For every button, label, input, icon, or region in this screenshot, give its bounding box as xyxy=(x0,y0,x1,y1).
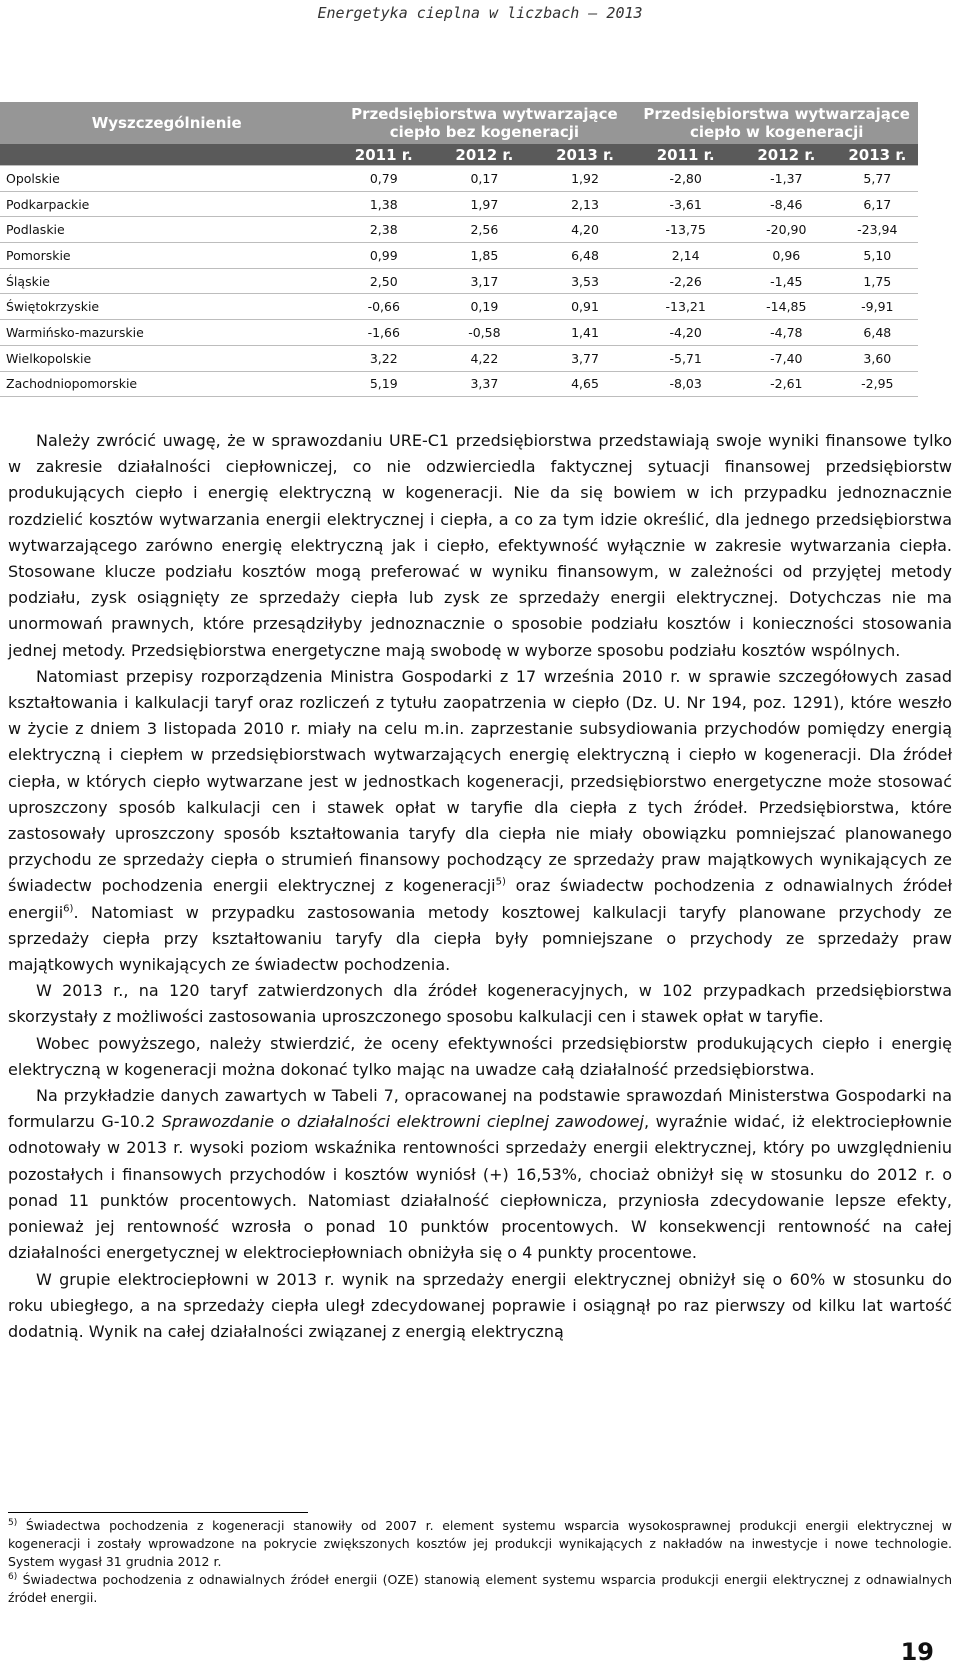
table-cell: -8,46 xyxy=(736,191,837,217)
group1-line2: ciepło bez kogeneracji xyxy=(389,123,580,141)
table-cell: 1,41 xyxy=(535,320,636,346)
footnote-ref: 6) xyxy=(63,903,74,915)
table-cell: 6,48 xyxy=(837,320,918,346)
table-row xyxy=(0,243,918,269)
year-header-blank xyxy=(0,144,333,166)
footnote-text: Świadectwa pochodzenia z odnawialnych źródeł energii (OZE) stanowią element systemu wsparcia produkcji energii elektrycznej z odnawialnych źródeł energii. xyxy=(8,1572,952,1605)
footnote-5 xyxy=(8,1517,952,1571)
group-header-cogeneration xyxy=(635,102,918,144)
paragraph: W grupie elektrociepłowni w 2013 r. wynik na sprzedaży energii elektrycznej obniżył się o 60% w stosunku do roku ubiegłego, a na sprzedaży ciepła uległ zdecydowanej poprawie i osiągnął po raz pierwszy od kilku lat wartość dodatnią. Wynik na całej działalności związanej z energią elektryczną xyxy=(8,1269,952,1341)
table-cell: 4,65 xyxy=(535,371,636,397)
footnote-ref: 5) xyxy=(495,877,506,889)
region-name: Opolskie xyxy=(0,166,333,192)
table-cell: 6,48 xyxy=(535,243,636,269)
table-row xyxy=(0,217,918,243)
table-cell: -4,20 xyxy=(635,320,736,346)
table-cell: 3,53 xyxy=(535,268,636,294)
region-name: Warmińsko-mazurskie xyxy=(0,320,333,346)
table-cell: -13,75 xyxy=(635,217,736,243)
paragraph xyxy=(8,664,952,978)
table-cell: -14,85 xyxy=(736,294,837,320)
table-cell: 1,97 xyxy=(434,191,535,217)
table-cell: 0,99 xyxy=(333,243,434,269)
paragraph-part: . Natomiast w przypadku zastosowania metody kosztowej kalkulacji taryfy planowane przychody ze sprzedaży ciepła przy kształtowaniu taryfy dla ciepła były pomniejszane o przychody ze sprzedaży praw majątkowych wynikających ze świadectw pochodzenia. xyxy=(8,902,952,975)
table-row xyxy=(0,371,918,397)
table-cell: 2,14 xyxy=(635,243,736,269)
table-cell: 3,17 xyxy=(434,268,535,294)
table-cell: -2,80 xyxy=(635,166,736,192)
table-cell: -1,66 xyxy=(333,320,434,346)
year-header: 2011 r. xyxy=(635,144,736,166)
running-header: Energetyka cieplna w liczbach – 2013 xyxy=(317,4,643,22)
paragraph-part: Na przykładzie danych zawartych w Tabeli 7, opracowanej na podstawie sprawozdań Ministerstwa Gospodarki na formularzu G-10.2 xyxy=(8,1086,952,1132)
paragraph-part: oraz świadectw pochodzenia z odnawialnych źródeł energii xyxy=(8,876,953,922)
paragraph xyxy=(8,1083,952,1266)
table-cell: 5,10 xyxy=(837,243,918,269)
table-cell: 1,92 xyxy=(535,166,636,192)
table-cell: -1,37 xyxy=(736,166,837,192)
profitability-table xyxy=(0,102,918,397)
region-name: Świętokrzyskie xyxy=(0,294,333,320)
table-cell: -9,91 xyxy=(837,294,918,320)
table-cell: 5,77 xyxy=(837,166,918,192)
table-cell: 0,79 xyxy=(333,166,434,192)
region-name: Zachodniopomorskie xyxy=(0,371,333,397)
table-row xyxy=(0,345,918,371)
year-header: 2013 r. xyxy=(837,144,918,166)
group1-line1: Przedsiębiorstwa wytwarzające xyxy=(351,105,618,123)
table-cell: -4,78 xyxy=(736,320,837,346)
table-cell: 1,85 xyxy=(434,243,535,269)
table-cell: -2,61 xyxy=(736,371,837,397)
region-name: Podlaskie xyxy=(0,217,333,243)
table-cell: -2,95 xyxy=(837,371,918,397)
table-cell: 0,96 xyxy=(736,243,837,269)
region-name: Śląskie xyxy=(0,268,333,294)
body-text xyxy=(8,428,952,1345)
table-row xyxy=(0,320,918,346)
table-cell: 2,13 xyxy=(535,191,636,217)
year-header: 2012 r. xyxy=(434,144,535,166)
table-cell: 3,77 xyxy=(535,345,636,371)
table-cell: -0,66 xyxy=(333,294,434,320)
year-header: 2012 r. xyxy=(736,144,837,166)
table-cell: 3,37 xyxy=(434,371,535,397)
form-title-italic: Sprawozdanie o działalności elektrowni cieplnej zawodowej xyxy=(161,1112,644,1132)
table-cell: 4,22 xyxy=(434,345,535,371)
group2-line1: Przedsiębiorstwa wytwarzające xyxy=(643,105,910,123)
table-row xyxy=(0,268,918,294)
table-row xyxy=(0,294,918,320)
table-cell: 3,60 xyxy=(837,345,918,371)
paragraph: Wobec powyższego, należy stwierdzić, że oceny efektywności przedsiębiorstw produkujących ciepło i energię elektryczną w kogeneracji można dokonać tylko mając na uwadze całą działalność przedsiębiorstwa. xyxy=(8,1033,952,1079)
footnote-mark: 5) xyxy=(8,1517,18,1528)
table-cell: 0,19 xyxy=(434,294,535,320)
footnote-divider xyxy=(8,1512,308,1513)
table-cell: -23,94 xyxy=(837,217,918,243)
year-header: 2011 r. xyxy=(333,144,434,166)
footnote-6 xyxy=(8,1571,952,1607)
table-cell: -7,40 xyxy=(736,345,837,371)
table-cell: 0,17 xyxy=(434,166,535,192)
table-row xyxy=(0,191,918,217)
table-cell: 1,75 xyxy=(837,268,918,294)
table-cell: 2,50 xyxy=(333,268,434,294)
table-cell: -3,61 xyxy=(635,191,736,217)
table-cell: 1,38 xyxy=(333,191,434,217)
table-cell: -1,45 xyxy=(736,268,837,294)
region-name: Podkarpackie xyxy=(0,191,333,217)
table-cell: 3,22 xyxy=(333,345,434,371)
group-header-non-cogeneration xyxy=(333,102,635,144)
paragraph: W 2013 r., na 120 taryf zatwierdzonych dla źródeł kogeneracyjnych, w 102 przypadkach przedsiębiorstwa skorzystały z możliwości zastosowania uproszczonego sposobu kalkulacji cen i stawek opłat w taryfie. xyxy=(8,981,952,1027)
table-cell: 4,20 xyxy=(535,217,636,243)
table-cell: 0,91 xyxy=(535,294,636,320)
table-cell: 2,56 xyxy=(434,217,535,243)
footnote-text: Świadectwa pochodzenia z kogeneracji stanowiły od 2007 r. element systemu wsparcia wysokosprawnej produkcji energii elektrycznej w kogeneracji i zostały wprowadzone na pokrycie zwiększonych kosztów jej produkcji wynikających z nakładów na inwestycje i nowe technologie. System wygasł 31 grudnia 2012 r. xyxy=(8,1518,952,1569)
region-name: Pomorskie xyxy=(0,243,333,269)
table-cell: 5,19 xyxy=(333,371,434,397)
footnotes xyxy=(8,1512,952,1607)
column-label-header: Wyszczególnienie xyxy=(0,102,333,144)
table-cell: 2,38 xyxy=(333,217,434,243)
table-cell: 6,17 xyxy=(837,191,918,217)
page-number: 19 xyxy=(900,1638,934,1666)
table-cell: -0,58 xyxy=(434,320,535,346)
table-cell: -13,21 xyxy=(635,294,736,320)
group2-line2: ciepło w kogeneracji xyxy=(689,123,864,141)
paragraph: Należy zwrócić uwagę, że w sprawozdaniu URE-C1 przedsiębiorstwa przedstawiają swoje wyniki finansowe tylko w zakresie działalności ciepłowniczej, co nie odzwierciedla faktycznej sytuacji finansowej przedsiębiorstw produkujących ciepło i energię elektryczną w kogeneracji. Nie da się bowiem w ich przypadku jednoznacznie rozdzielić kosztów wytwarzania energii elektrycznej i ciepła, a co za tym idzie określić, dla jednego przedsiębiorstwa wytwarzającego zarówno energię elektryczną jak i ciepło, efektywność wyłącznie w zakresie wytwarzania ciepła. Stosowane klucze podziału kosztów mogą preferować w wyniku finansowym, w zależności od przyjętej metody podziału, zysk osiągnięty ze sprzedaży ciepła lub zysk ze sprzedaży energii elektrycznej. Dotychczas nie ma unormowań prawnych, które przesądziłyby jednoznacznie o sposobie podziału kosztów i konieczności stosowania jednej metody. Przedsiębiorstwa energetyczne mają swobodę w wyborze sposobu podziału kosztów wspólnych. xyxy=(8,431,952,660)
table-cell: -5,71 xyxy=(635,345,736,371)
paragraph-part: , wyraźnie widać, iż elektrociepłownie odnotowały w 2013 r. wysoki poziom wskaźnika rentowności sprzedaży energii elektrycznej, który po uwzględnieniu pozostałych i finansowych przychodów i kosztów wyniósł (+) 16,53%, chociaż obniżył się w stosunku do 2012 r. o ponad 11 punktów procentowych. Natomiast działalność ciepłownicza, przyniosła zdecydowanie lepsze efekty, ponieważ jej rentowność wzrosła o ponad 10 punktów procentowych. W konsekwencji rentowność na całej działalności energetycznej w elektrociepłowniach obniżyła się o 4 punkty procentowe. xyxy=(8,1112,952,1263)
region-name: Wielkopolskie xyxy=(0,345,333,371)
footnote-mark: 6) xyxy=(8,1571,18,1582)
table-row xyxy=(0,166,918,192)
year-header: 2013 r. xyxy=(535,144,636,166)
table-cell: -20,90 xyxy=(736,217,837,243)
table-cell: -2,26 xyxy=(635,268,736,294)
table-cell: -8,03 xyxy=(635,371,736,397)
paragraph-part: Natomiast przepisy rozporządzenia Ministra Gospodarki z 17 września 2010 r. w sprawie szczegółowych zasad kształtowania i kalkulacji taryf oraz rozliczeń z tytułu zaopatrzenia w ciepło (Dz. U. Nr 194, poz. 1291), które weszło w życie z dniem 3 listopada 2010 r. miały na celu m.in. zaprzestanie subsydiowania przychodów pomiędzy energią elektryczną i ciepłem w przedsiębiorstwach wytwarzających energię elektryczną i ciepło w kogeneracji. Dla źródeł ciepła, w których ciepło wytwarzane jest w jednostkach kogeneracji, przedsiębiorstwo energetyczne może stosować uproszczony sposób kalkulacji cen i stawek opłat w taryfie dla ciepła z tych źródeł. Przedsiębiorstwa, które zastosowały uproszczony sposób kształtowania taryfy dla ciepła nie miały obowiązku pomniejszać planowanego przychodu ze sprzedaży ciepła o strumień finansowy pochodzący ze sprzedaży praw majątkowych wynikających ze świadectw pochodzenia energii elektrycznej z kogeneracji xyxy=(8,666,952,896)
